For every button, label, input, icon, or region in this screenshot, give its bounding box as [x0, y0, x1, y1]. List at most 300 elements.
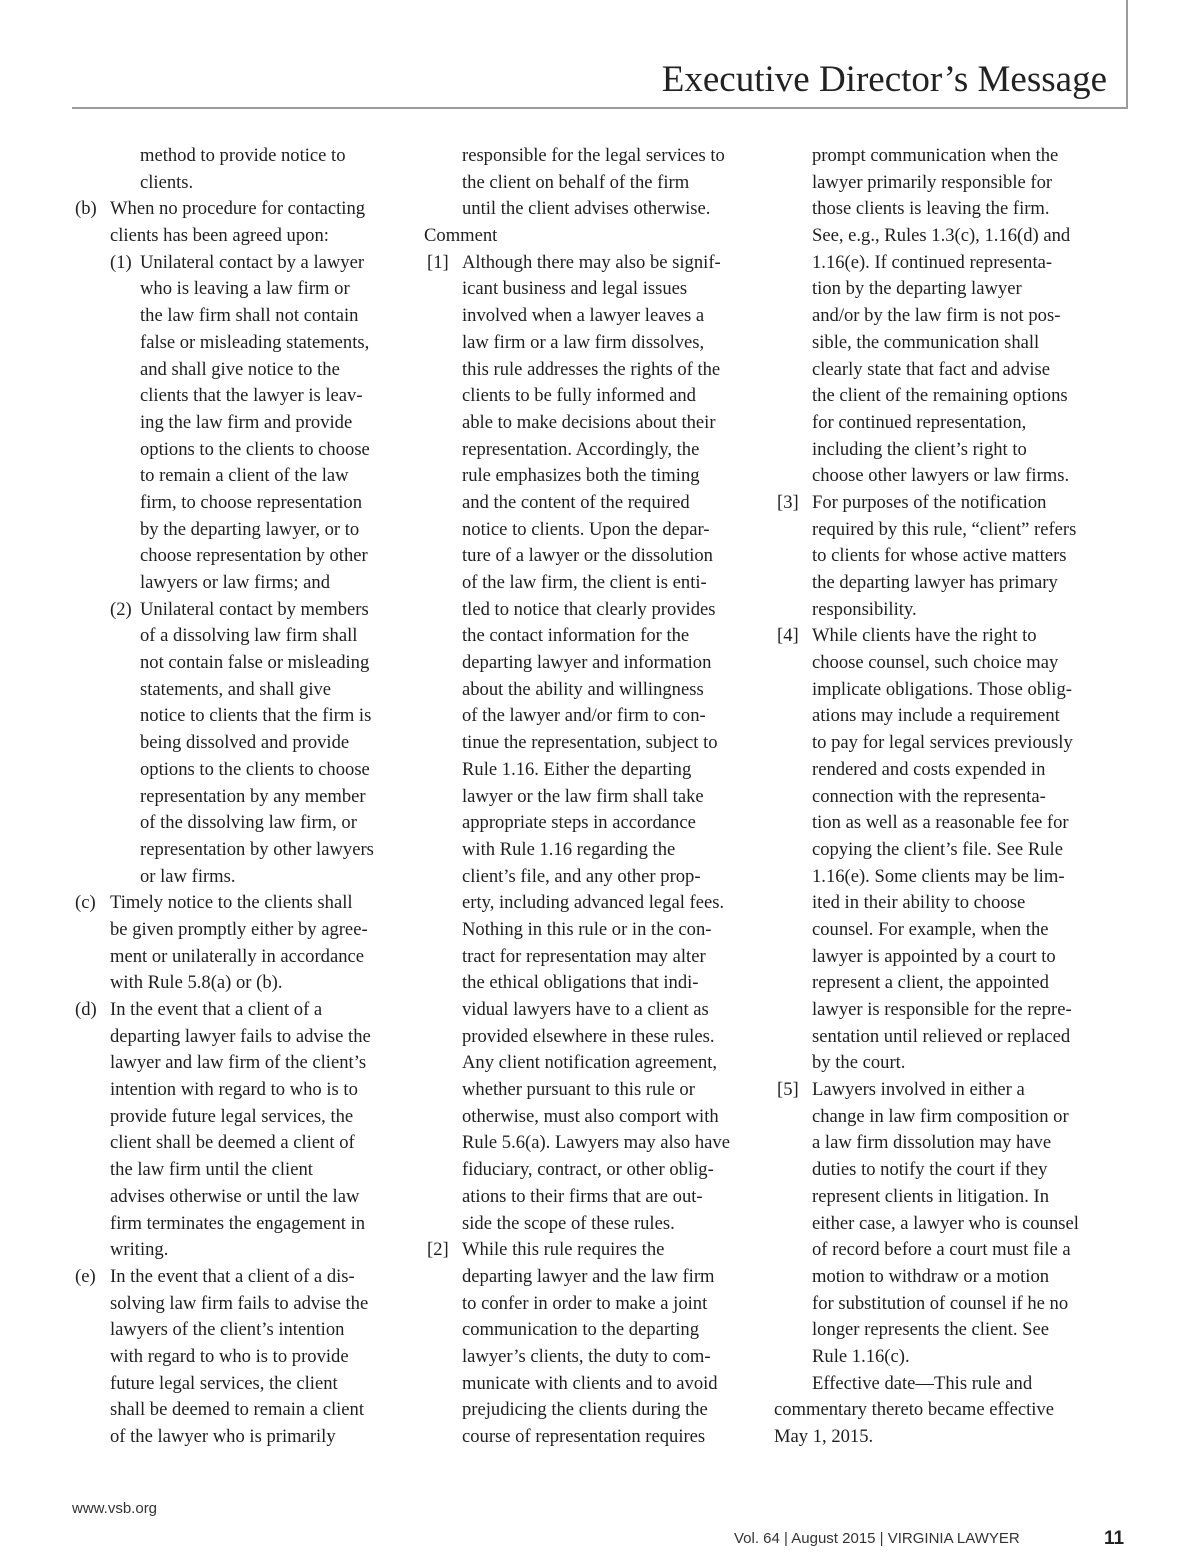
header-vertical-rule: [1126, 0, 1128, 108]
text-line: [774, 1024, 1106, 1051]
text-line: [72, 917, 402, 944]
text-line: [424, 357, 754, 384]
line-text: prompt communication when the: [812, 145, 1059, 166]
text-line: [774, 1291, 1106, 1318]
line-text: representation by other lawyers: [140, 838, 374, 860]
text-line: [424, 1264, 754, 1291]
line-text: of the lawyer who is primarily: [110, 1426, 336, 1447]
text-line: [72, 357, 402, 384]
text-line: [424, 917, 754, 944]
list-marker: (d): [75, 999, 97, 1020]
line-text: While this rule requires the: [462, 1239, 665, 1261]
footer-issue-info: Vol. 64 | August 2015 | VIRGINIA LAWYER: [734, 1530, 1020, 1547]
text-line: [72, 1130, 402, 1157]
text-line: [424, 383, 754, 410]
line-text: tract for representation may alter: [462, 945, 706, 967]
line-text: options to the clients to choose: [140, 758, 370, 780]
line-text: statements, and shall give: [140, 678, 332, 700]
list-marker: (2): [110, 598, 132, 620]
text-line: [424, 1317, 754, 1344]
text-line: [72, 1344, 402, 1371]
text-line: [424, 1024, 754, 1051]
text-line: [774, 623, 1106, 650]
line-text: vidual lawyers have to a client as: [462, 999, 709, 1020]
line-text: representation by any member: [140, 785, 366, 807]
text-line: [424, 1237, 754, 1264]
line-text: duties to notify the court if they: [812, 1159, 1048, 1181]
line-text: client shall be deemed a client of: [110, 1132, 355, 1154]
line-text: future legal services, the client: [110, 1372, 338, 1394]
line-text: including the client’s right to: [812, 438, 1027, 460]
text-line: [424, 730, 754, 757]
text-line: [424, 570, 754, 597]
text-line: [72, 1371, 402, 1398]
text-line: [774, 303, 1106, 330]
line-text: longer represents the client. See: [812, 1319, 1049, 1341]
line-text: for substitution of counsel if he no: [812, 1292, 1069, 1314]
text-line: [72, 517, 402, 544]
text-line: [774, 357, 1106, 384]
text-line: [72, 1184, 402, 1211]
line-text: change in law firm composition or: [812, 1105, 1069, 1127]
text-line: [72, 143, 402, 170]
text-line: [774, 543, 1106, 570]
text-line: [774, 997, 1106, 1024]
text-line: [424, 677, 754, 704]
line-text: of the lawyer and/or firm to con-: [462, 705, 706, 727]
text-line: [774, 1344, 1106, 1371]
text-line: [72, 1211, 402, 1238]
line-text: otherwise, must also comport with: [462, 1105, 719, 1127]
line-text: whether pursuant to this rule or: [462, 1079, 695, 1101]
text-line: [72, 597, 402, 624]
line-text: Rule 1.16(c).: [812, 1345, 910, 1367]
text-line: [424, 1157, 754, 1184]
text-line: [774, 784, 1106, 811]
text-line: [774, 1424, 1106, 1451]
line-text: and shall give notice to the: [140, 358, 340, 380]
text-line: [774, 757, 1106, 784]
line-text: false or misleading statements,: [140, 331, 370, 353]
line-text: choose counsel, such choice may: [812, 652, 1059, 674]
line-text: responsibility.: [812, 598, 917, 620]
text-line: [72, 250, 402, 277]
text-line: [72, 1237, 402, 1264]
text-line: [72, 944, 402, 971]
text-line: [424, 1344, 754, 1371]
text-line: [72, 543, 402, 570]
text-line: [72, 330, 402, 357]
line-text: clients that the lawyer is leav-: [140, 385, 363, 407]
line-text: intention with regard to who is to: [110, 1079, 358, 1101]
text-line: [774, 810, 1106, 837]
text-line: [72, 1024, 402, 1051]
text-line: [774, 703, 1106, 730]
line-text: to clients for whose active matters: [812, 545, 1067, 567]
line-text: being dissolved and provide: [140, 732, 350, 754]
line-text: In the event that a client of a dis-: [110, 1265, 355, 1287]
line-text: be given promptly either by agree-: [110, 918, 368, 940]
text-line: [774, 570, 1106, 597]
text-line: [774, 944, 1106, 971]
line-text: of the law firm, the client is enti-: [462, 572, 707, 593]
line-text: a law firm dissolution may have: [812, 1132, 1052, 1154]
text-line: [424, 970, 754, 997]
page-number: 11: [1104, 1528, 1125, 1549]
line-text: to confer in order to make a joint: [462, 1292, 708, 1314]
text-line: [774, 330, 1106, 357]
line-text: departing lawyer and the law firm: [462, 1265, 715, 1287]
line-text: tion by the departing lawyer: [812, 278, 1022, 300]
line-text: of a dissolving law firm shall: [140, 625, 358, 647]
line-text: responsible for the legal services to: [462, 145, 725, 166]
line-text: of record before a court must file a: [812, 1239, 1071, 1261]
text-line: [72, 570, 402, 597]
text-line: [424, 276, 754, 303]
line-text: and the content of the required: [462, 491, 690, 513]
list-marker: (e): [75, 1265, 96, 1287]
text-line: [774, 1157, 1106, 1184]
line-text: implicate obligations. Those oblig-: [812, 678, 1072, 700]
text-line: [424, 1371, 754, 1398]
line-text: lawyer primarily responsible for: [812, 171, 1053, 193]
list-marker: [2]: [427, 1239, 449, 1261]
text-line: [774, 196, 1106, 223]
text-line: [424, 517, 754, 544]
text-line: [424, 1184, 754, 1211]
line-text: lawyers of the client’s intention: [110, 1319, 345, 1341]
text-line: [424, 196, 754, 223]
text-line: [774, 1397, 1106, 1424]
line-text: law firm or a law firm dissolves,: [462, 331, 705, 353]
line-text: In the event that a client of a: [110, 999, 323, 1020]
line-text: not contain false or misleading: [140, 652, 370, 674]
text-line: [774, 1130, 1106, 1157]
text-line: [424, 303, 754, 330]
text-line: [774, 677, 1106, 704]
text-line: [72, 1157, 402, 1184]
text-line: [72, 1291, 402, 1318]
list-marker: (1): [110, 251, 132, 273]
line-text: provided elsewhere in these rules.: [462, 1025, 715, 1047]
text-line: [774, 1211, 1106, 1238]
text-line: [424, 650, 754, 677]
line-text: lawyer or the law firm shall take: [462, 785, 704, 807]
text-line: [424, 1397, 754, 1424]
line-text: represent a client, the appointed: [812, 972, 1049, 994]
line-text: lawyer is responsible for the repre-: [812, 999, 1072, 1020]
line-text: clients.: [140, 171, 194, 193]
text-line: [72, 623, 402, 650]
line-text: options to the clients to choose: [140, 438, 370, 460]
line-text: either case, a lawyer who is counsel: [812, 1212, 1079, 1234]
text-column-1: [72, 143, 402, 1451]
line-text: with Rule 1.16 regarding the: [462, 838, 676, 860]
text-line: [72, 303, 402, 330]
text-line: [774, 837, 1106, 864]
text-line: [72, 677, 402, 704]
line-text: icant business and legal issues: [462, 278, 688, 300]
text-line: [774, 517, 1106, 544]
text-line: [774, 730, 1106, 757]
line-text: firm terminates the engagement in: [110, 1212, 366, 1234]
text-line: [72, 757, 402, 784]
line-text: by the court.: [812, 1052, 906, 1074]
line-text: Lawyers involved in either a: [812, 1079, 1025, 1101]
text-line: [774, 1264, 1106, 1291]
line-text: choose other lawyers or law firms.: [812, 465, 1070, 487]
text-line: [774, 1371, 1106, 1398]
line-text: client’s file, and any other prop-: [462, 865, 701, 887]
text-line: [424, 1077, 754, 1104]
text-line: [424, 170, 754, 197]
text-line: [72, 490, 402, 517]
line-text: shall be deemed to remain a client: [110, 1399, 365, 1421]
text-line: [424, 437, 754, 464]
text-line: [424, 543, 754, 570]
text-line: [424, 810, 754, 837]
text-line: [424, 410, 754, 437]
text-line: [424, 330, 754, 357]
line-text: Unilateral contact by a lawyer: [140, 251, 365, 273]
line-text: lawyer is appointed by a court to: [812, 945, 1056, 967]
text-line: [424, 597, 754, 624]
line-text: the law firm shall not contain: [140, 305, 359, 327]
line-text: Unilateral contact by members: [140, 598, 369, 620]
line-text: side the scope of these rules.: [462, 1212, 675, 1234]
line-text: clients has been agreed upon:: [110, 225, 329, 247]
text-line: [424, 463, 754, 490]
text-column-3: [774, 143, 1106, 1451]
list-marker: [1]: [427, 251, 449, 273]
line-text: able to make decisions about their: [462, 411, 716, 433]
text-line: [774, 490, 1106, 517]
text-line: [774, 597, 1106, 624]
text-line: [72, 1397, 402, 1424]
line-text: the client on behalf of the firm: [462, 171, 690, 193]
line-text: course of representation requires: [462, 1426, 706, 1447]
line-text: communication to the departing: [462, 1319, 700, 1341]
text-line: [424, 837, 754, 864]
text-line: [774, 1050, 1106, 1077]
line-text: When no procedure for contacting: [110, 198, 366, 220]
line-text: connection with the representa-: [812, 785, 1046, 807]
header-horizontal-rule: [72, 107, 1128, 109]
text-line: [424, 490, 754, 517]
line-text: tion as well as a reasonable fee for: [812, 812, 1069, 834]
text-line: [72, 223, 402, 250]
line-text: For purposes of the notification: [812, 491, 1047, 513]
text-line: [72, 196, 402, 223]
line-text: prejudicing the clients during the: [462, 1399, 708, 1421]
text-line: [774, 437, 1106, 464]
line-text: method to provide notice to: [140, 145, 346, 166]
line-text: lawyer’s clients, the duty to com-: [462, 1345, 711, 1367]
text-line: [72, 410, 402, 437]
line-text: motion to withdraw or a motion: [812, 1265, 1050, 1287]
text-line: [774, 864, 1106, 891]
line-text: advises otherwise or until the law: [110, 1185, 360, 1207]
line-text: Comment: [424, 225, 498, 247]
text-line: [774, 410, 1106, 437]
text-line: [72, 170, 402, 197]
line-text: Rule 1.16. Either the departing: [462, 758, 692, 780]
line-text: firm, to choose representation: [140, 491, 363, 513]
line-text: lawyer and law firm of the client’s: [110, 1052, 367, 1074]
line-text: municate with clients and to avoid: [462, 1372, 718, 1394]
line-text: the client of the remaining options: [812, 385, 1068, 407]
line-text: until the client advises otherwise.: [462, 198, 711, 220]
line-text: departing lawyer fails to advise the: [110, 1025, 371, 1047]
text-line: [72, 437, 402, 464]
line-text: Nothing in this rule or in the con-: [462, 918, 712, 940]
line-text: by the departing lawyer, or to: [140, 518, 360, 540]
text-line: [424, 890, 754, 917]
line-text: rule emphasizes both the timing: [462, 465, 700, 487]
line-text: this rule addresses the rights of the: [462, 358, 721, 380]
list-marker: (b): [75, 198, 97, 220]
line-text: departing lawyer and information: [462, 652, 712, 674]
line-text: See, e.g., Rules 1.3(c), 1.16(d) and: [812, 225, 1071, 247]
text-line: [774, 1317, 1106, 1344]
line-text: lawyers or law firms; and: [140, 572, 331, 593]
text-line: [72, 383, 402, 410]
line-text: those clients is leaving the firm.: [812, 198, 1050, 220]
line-text: representation. Accordingly, the: [462, 438, 700, 460]
line-text: or law firms.: [140, 865, 236, 887]
text-line: [774, 650, 1106, 677]
text-line: [424, 1424, 754, 1451]
text-line: [424, 997, 754, 1024]
text-line: [72, 784, 402, 811]
line-text: While clients have the right to: [812, 625, 1037, 647]
line-text: with regard to who is to provide: [110, 1345, 349, 1367]
line-text: notice to clients. Upon the depar-: [462, 518, 710, 540]
line-text: to pay for legal services previously: [812, 732, 1073, 754]
text-line: [72, 276, 402, 303]
line-text: erty, including advanced legal fees.: [462, 892, 725, 914]
text-line: [424, 1050, 754, 1077]
line-text: sentation until relieved or replaced: [812, 1025, 1071, 1047]
text-line: [774, 1077, 1106, 1104]
line-text: solving law firm fails to advise the: [110, 1292, 369, 1314]
text-line: [774, 223, 1106, 250]
text-line: [72, 703, 402, 730]
text-line: [774, 383, 1106, 410]
line-text: tled to notice that clearly provides: [462, 598, 716, 620]
list-marker: [5]: [777, 1079, 799, 1101]
line-text: Effective date—This rule and: [812, 1372, 1033, 1394]
text-column-2: [424, 143, 754, 1451]
list-marker: [3]: [777, 491, 799, 513]
footer-website: www.vsb.org: [72, 1500, 158, 1517]
text-line: [72, 970, 402, 997]
text-line: [72, 463, 402, 490]
line-text: involved when a lawyer leaves a: [462, 305, 705, 327]
line-text: ations to their firms that are out-: [462, 1185, 703, 1207]
text-line: [424, 223, 754, 250]
text-line: [72, 650, 402, 677]
text-line: [774, 170, 1106, 197]
text-line: [72, 1317, 402, 1344]
text-line: [774, 1237, 1106, 1264]
line-text: May 1, 2015.: [774, 1426, 874, 1447]
line-text: ited in their ability to choose: [812, 892, 1026, 914]
text-line: [72, 997, 402, 1024]
line-text: of the dissolving law firm, or: [140, 812, 357, 834]
line-text: the ethical obligations that indi-: [462, 972, 699, 994]
line-text: sible, the communication shall: [812, 331, 1040, 353]
text-line: [72, 1264, 402, 1291]
line-text: the departing lawyer has primary: [812, 572, 1058, 593]
line-text: counsel. For example, when the: [812, 918, 1049, 940]
line-text: ing the law firm and provide: [140, 411, 353, 433]
text-line: [774, 143, 1106, 170]
line-text: 1.16(e). Some clients may be lim-: [812, 865, 1065, 887]
text-line: [72, 890, 402, 917]
text-line: [424, 757, 754, 784]
list-marker: [4]: [777, 625, 799, 647]
line-text: choose representation by other: [140, 545, 368, 567]
line-text: provide future legal services, the: [110, 1105, 354, 1127]
text-line: [72, 810, 402, 837]
text-line: [72, 1050, 402, 1077]
text-line: [424, 250, 754, 277]
list-marker: (c): [75, 892, 96, 914]
text-line: [424, 944, 754, 971]
text-line: [424, 784, 754, 811]
line-text: with Rule 5.8(a) or (b).: [110, 972, 283, 994]
text-line: [72, 1104, 402, 1131]
line-text: the law firm until the client: [110, 1159, 313, 1181]
line-text: who is leaving a law firm or: [140, 278, 350, 300]
line-text: ations may include a requirement: [812, 705, 1060, 727]
line-text: commentary thereto became effective: [774, 1399, 1054, 1421]
text-line: [424, 1104, 754, 1131]
line-text: Rule 5.6(a). Lawyers may also have: [462, 1132, 730, 1154]
text-line: [774, 250, 1106, 277]
line-text: fiduciary, contract, or other oblig-: [462, 1159, 714, 1181]
line-text: Although there may also be signif-: [462, 251, 721, 273]
line-text: clients to be fully informed and: [462, 385, 696, 407]
line-text: copying the client’s file. See Rule: [812, 838, 1063, 860]
line-text: required by this rule, “client” refers: [812, 518, 1077, 540]
line-text: clearly state that fact and advise: [812, 358, 1050, 380]
line-text: represent clients in litigation. In: [812, 1185, 1050, 1207]
text-line: [774, 917, 1106, 944]
text-line: [72, 1077, 402, 1104]
line-text: about the ability and willingness: [462, 678, 704, 700]
line-text: to remain a client of the law: [140, 465, 349, 487]
text-line: [424, 864, 754, 891]
line-text: tinue the representation, subject to: [462, 732, 718, 754]
text-line: [424, 1291, 754, 1318]
line-text: ment or unilaterally in accordance: [110, 945, 364, 967]
line-text: and/or by the law firm is not pos-: [812, 305, 1061, 327]
line-text: ture of a lawyer or the dissolution: [462, 545, 713, 567]
text-line: [424, 703, 754, 730]
line-text: Timely notice to the clients shall: [110, 892, 353, 914]
text-line: [774, 1104, 1106, 1131]
page-title: Executive Director’s Message: [661, 59, 1107, 100]
text-line: [774, 890, 1106, 917]
line-text: Any client notification agreement,: [462, 1052, 718, 1074]
line-text: rendered and costs expended in: [812, 758, 1046, 780]
line-text: appropriate steps in accordance: [462, 812, 696, 834]
text-line: [72, 1424, 402, 1451]
text-line: [774, 276, 1106, 303]
line-text: writing.: [110, 1239, 169, 1261]
